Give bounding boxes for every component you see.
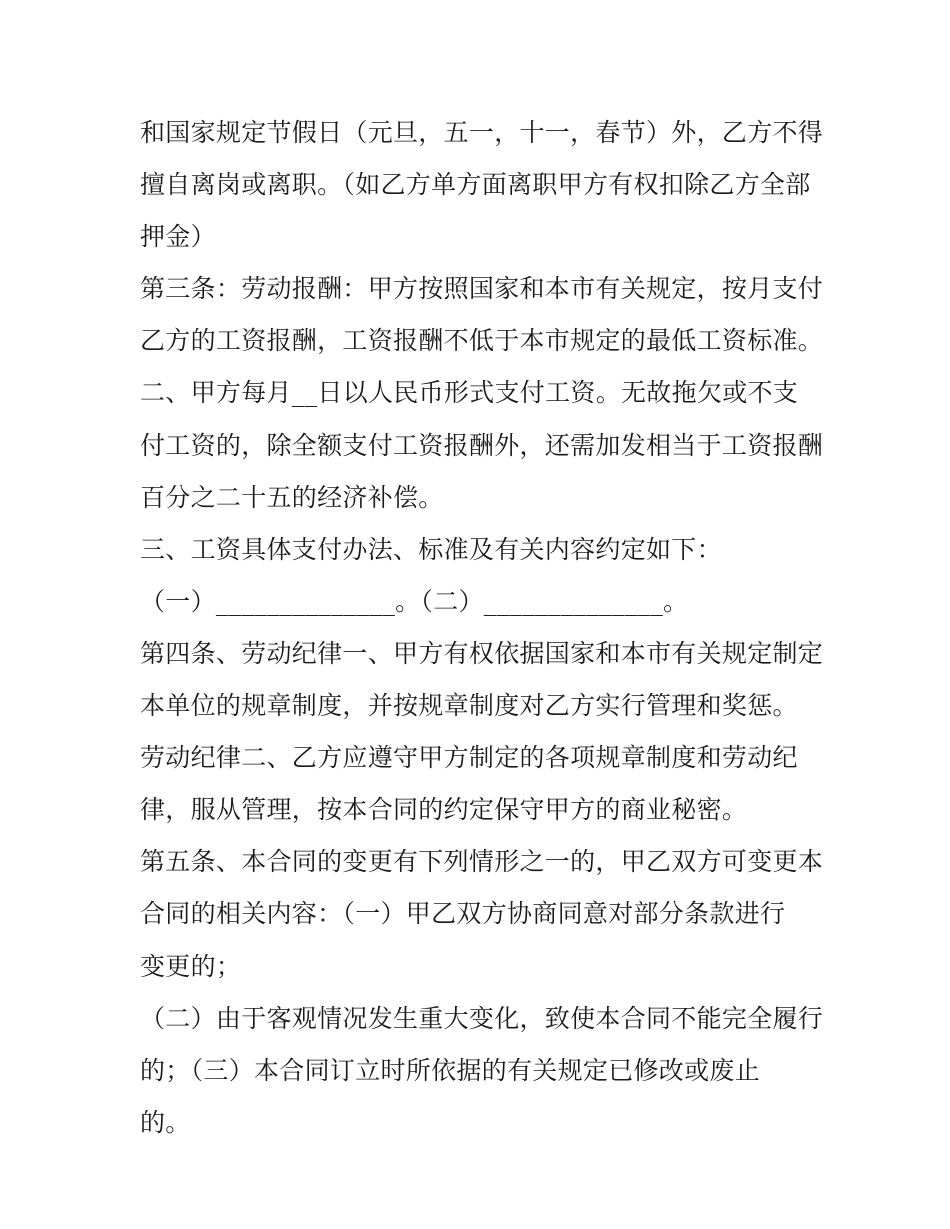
text-line: 三、工资具体支付办法、标准及有关内容约定如下： (140, 534, 722, 564)
text-line: 律，服从管理，按本合同的约定保守甲方的商业秘密。 (140, 795, 748, 825)
text-line: 合同的相关内容：（一）甲乙双方协商同意对部分条款进行 (140, 899, 786, 929)
text-line: 押金） (140, 222, 216, 252)
text-line: 擅自离岗或离职。（如乙方单方面离职甲方有权扣除乙方全部 (140, 170, 811, 200)
text-line: 劳动纪律二、乙方应遵守甲方制定的各项规章制度和劳动纪 (140, 743, 798, 773)
document-body (140, 107, 830, 1149)
text-line: 付工资的，除全额支付工资报酬外，还需加发相当于工资报酬 (140, 430, 824, 460)
text-line: 百分之二十五的经济补偿。 (140, 482, 444, 512)
text-line: 二、甲方每月__日以人民币形式支付工资。无故拖欠或不支 (140, 378, 799, 408)
text-line: 变更的； (140, 951, 242, 981)
text-line: 乙方的工资报酬，工资报酬不低于本市规定的最低工资标准。 (140, 326, 824, 356)
text-line: 第三条：劳动报酬：甲方按照国家和本市有关规定，按月支付 (140, 274, 824, 304)
text-line: 的。 (140, 1107, 191, 1137)
text-line: （二）由于客观情况发生重大变化，致使本合同不能完全履行 (140, 1003, 824, 1033)
text-line: 的；（三）本合同订立时所依据的有关规定已修改或废止 (140, 1055, 761, 1085)
text-line: 第五条、本合同的变更有下列情形之一的，甲乙双方可变更本 (140, 847, 824, 877)
text-line: 和国家规定节假日（元旦，五一，十一，春节）外，乙方不得 (140, 118, 824, 147)
text-line: （一）______________。（二）______________。 (140, 586, 689, 616)
text-line: 第四条、劳动纪律一、甲方有权依据国家和本市有关规定制定 (140, 638, 824, 668)
text-line: 本单位的规章制度，并按规章制度对乙方实行管理和奖惩。 (140, 691, 798, 721)
